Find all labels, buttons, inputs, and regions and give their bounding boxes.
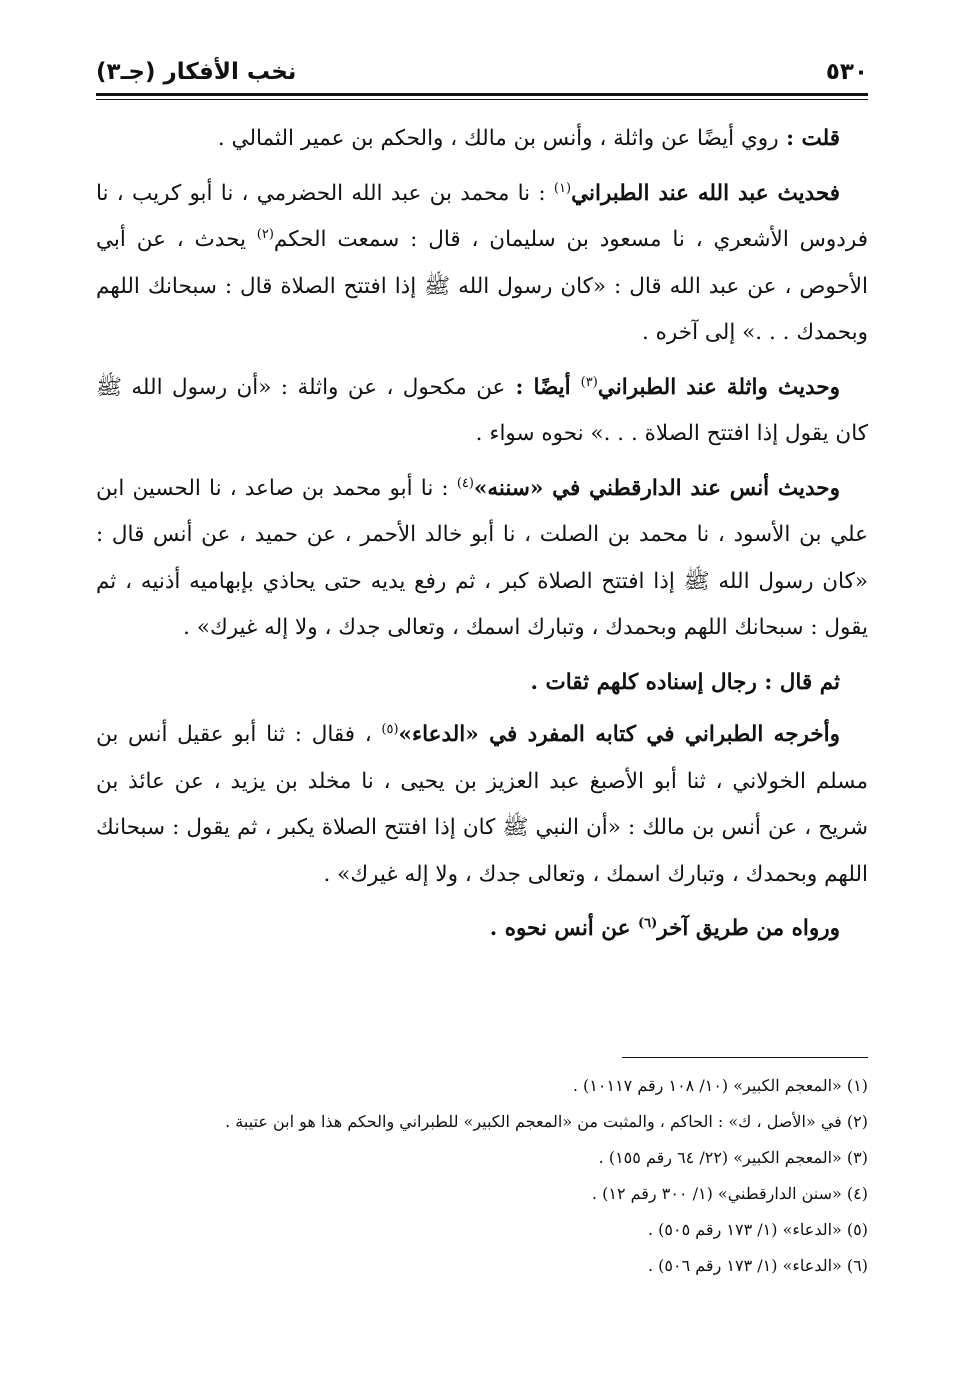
p1-lead: قلت : [778,126,840,151]
p2-text-2: يحدث ، عن أبي الأحوص ، عن عبد الله قال : «كان رسول الله ﷺ إذا افتتح الصلاة قال : سبحانك اللهم وبحمدك . . .» إلى آخره . [96,227,868,345]
paragraph-6 [96,712,868,898]
paragraph-5 [96,660,868,707]
paragraph-4 [96,466,868,652]
p4-text: : نا أبو محمد بن صاعد ، نا الحسين ابن علي بن الأسود ، نا محمد بن الصلت ، نا أبو خالد الأحمر ، عن حميد ، عن أنس قال : «كان رسول الله ﷺ إذا افتتح الصلاة كبر ، ثم رفع يديه حتى يحاذي بإبهاميه أذنيه ، ثم يقول : سبحانك اللهم وبحمدك ، وتبارك اسمك ، وتعالى جدك ، ولا إله غيرك» . [96,475,868,640]
footnote-3: (٣) «المعجم الكبير» (٢٢/ ٦٤ رقم ١٥٥) . [598,1148,868,1167]
p2-text-1: : نا محمد بن عبد الله الحضرمي ، نا أبو كريب ، نا فردوس الأشعري ، نا مسعود بن سليمان ، قال : سمعت الحكم [96,180,868,252]
page-header [96,50,868,94]
footnote-2: (٢) في «الأصل ، ك» : الحاكم ، والمثبت من «المعجم الكبير» للطبراني والحكم هذا هو ابن عتيبة . [225,1112,868,1131]
footnote-ref-3[interactable]: (٣) [580,374,598,390]
paragraph-2 [96,171,868,357]
footnote-5: (٥) «الدعاء» (١/ ١٧٣ رقم ٥٠٥) . [647,1220,868,1239]
footnote-ref-4[interactable]: (٤) [456,475,474,491]
footnote-ref-5[interactable]: (٥) [381,721,399,737]
footnotes [96,1068,868,1284]
p4-lead: وحديث أنس عند الدارقطني في «سننه» [473,475,840,501]
p3-text: عن مكحول ، عن واثلة : «أن رسول الله ﷺ كان يقول إذا افتتح الصلاة . . .» نحوه سواء . [96,374,868,446]
header-rule-thick [96,93,868,96]
p6-text: ، فقال : ثنا أبو عقيل أنس بن مسلم الخولاني ، ثنا أبو الأصبغ عبد العزيز بن يحيى ، نا مخلد بن يزيد ، عن عائذ بن شريح ، عن أنس بن مالك : «أن النبي ﷺ كان إذا افتتح الصلاة يكبر ، ثم يقول : سبحانك اللهم وبحمدك ، وتبارك اسمك ، وتعالى جدك ، ولا إله غيرك» . [96,722,868,887]
paragraph-7 [96,906,868,953]
p3-lead: وحديث واثلة عند الطبراني [597,374,841,400]
p6-lead: وأخرجه الطبراني في كتابه المفرد في «الدعاء» [398,722,840,747]
footnote-ref-6[interactable]: (٦) [637,915,658,931]
book-title: نخب الأفكار (جـ٣) [96,59,297,85]
p1-text: روي أيضًا عن واثلة ، وأنس بن مالك ، والحكم بن عمير الثمالي . [217,126,779,151]
footnote-1: (١) «المعجم الكبير» (١٠/ ١٠٨ رقم ١٠١١٧) . [572,1076,868,1095]
p3-lead-2: أيضًا : [505,374,581,400]
p7-text-2: عن أنس نحوه . [489,916,638,941]
paragraph-1 [96,116,868,163]
p7-text-1: ورواه من طريق آخر [657,916,840,941]
p2-lead: فحديث عبد الله عند الطبراني [571,180,840,206]
footnote-4: (٤) «سنن الدارقطني» (١/ ٣٠٠ رقم ١٢) . [591,1184,868,1203]
page-number: ٥٣٠ [825,59,868,85]
footnote-6: (٦) «الدعاء» (١/ ١٧٣ رقم ٥٠٦) . [647,1256,868,1275]
main-text [96,116,868,959]
footnote-ref-1[interactable]: (١) [553,180,572,196]
footnote-ref-2[interactable]: (٢) [256,226,274,242]
footnote-separator [622,1057,868,1058]
paragraph-3 [96,365,868,458]
header-rule-thin [96,99,868,100]
p5-text: ثم قال : رجال إسناده كلهم ثقات . [530,669,840,695]
